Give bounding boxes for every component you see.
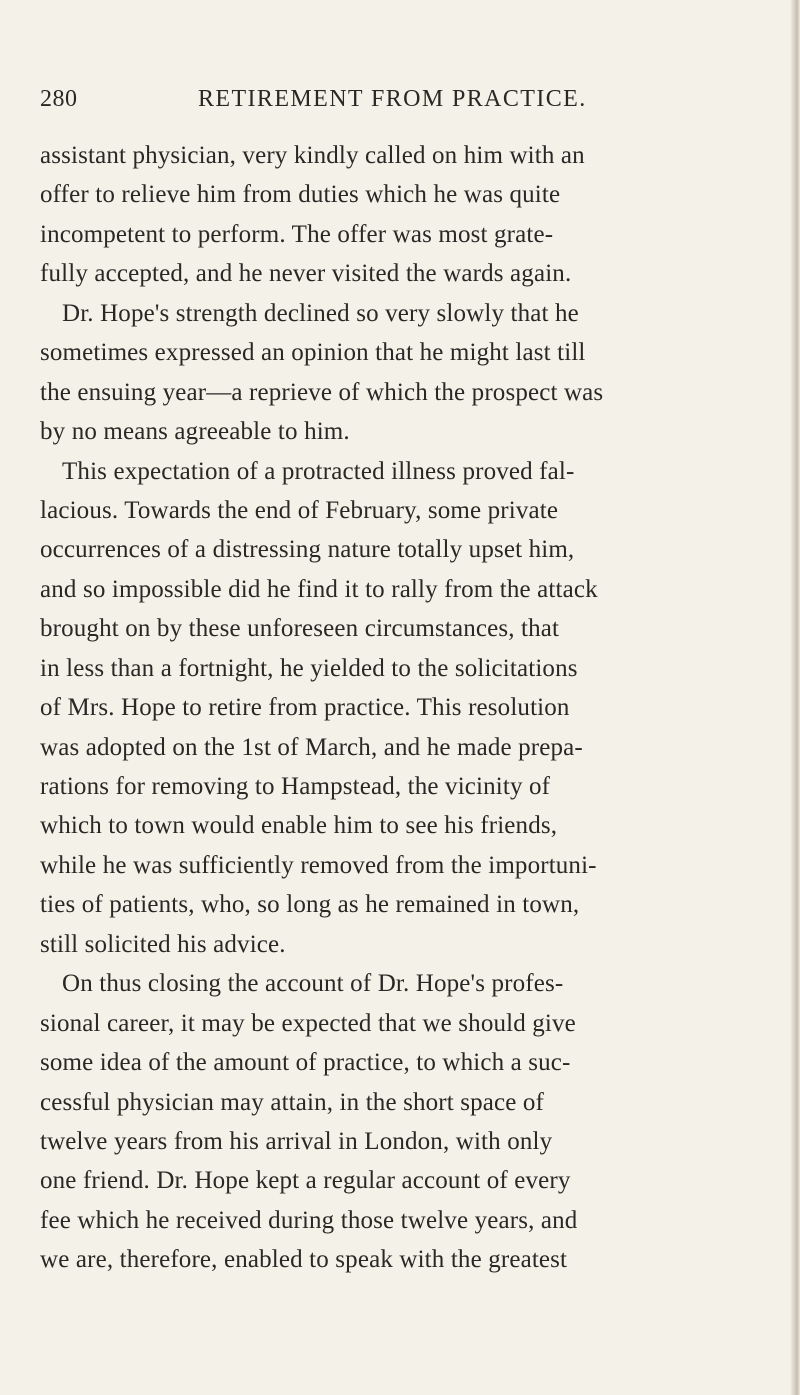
page-edge-shadow <box>790 0 800 1395</box>
body-line: and so impossible did he find it to rally from the attack <box>40 575 598 603</box>
body-line: fee which he received during those twelve years, and <box>40 1206 578 1234</box>
body-line: cessful physician may attain, in the short space of <box>40 1088 545 1116</box>
body-line: offer to relieve him from duties which he was quite <box>40 181 561 209</box>
page-header <box>40 86 760 126</box>
body-line: which to town would enable him to see his friends, <box>40 812 558 840</box>
body-line: sional career, it may be expected that we should give <box>40 1009 576 1037</box>
paragraph-start-line: On thus closing the account of Dr. Hope's profes- <box>62 970 564 998</box>
body-line: ties of patients, who, so long as he remained in town, <box>40 891 580 919</box>
body-line: incompetent to perform. The offer was most grate- <box>40 220 554 248</box>
body-line: still solicited his advice. <box>40 930 286 958</box>
body-line: some idea of the amount of practice, to which a suc- <box>40 1049 571 1077</box>
body-line: twelve years from his arrival in London, with only <box>40 1127 553 1155</box>
body-line: lacious. Towards the end of February, some private <box>40 496 559 524</box>
body-line: rations for removing to Hampstead, the vicinity of <box>40 773 551 800</box>
body-line: by no means agreeable to him. <box>40 418 350 446</box>
body-line: was adopted on the 1st of March, and he made prepa- <box>40 733 583 761</box>
body-line: brought on by these unforeseen circumstances, that <box>40 615 560 643</box>
paragraph-start-line: This expectation of a protracted illness proved fal- <box>62 457 575 485</box>
body-line: the ensuing year—a reprieve of which the prospect was <box>40 378 604 406</box>
body-line: fully accepted, and he never visited the wards again. <box>40 260 572 288</box>
body-line: we are, therefore, enabled to speak with the greatest <box>40 1246 568 1274</box>
body-line: assistant physician, very kindly called on him with an <box>40 142 585 169</box>
running-head: RETIREMENT FROM PRACTICE. <box>198 86 587 112</box>
body-line: of Mrs. Hope to retire from practice. This resolution <box>40 694 570 722</box>
body-line: one friend. Dr. Hope kept a regular account of every <box>40 1167 571 1195</box>
body-line: in less than a fortnight, he yielded to the solicitations <box>40 654 578 682</box>
paragraph-start-line: Dr. Hope's strength declined so very slowly that he <box>62 299 579 327</box>
body-line: sometimes expressed an opinion that he might last till <box>40 339 586 367</box>
body-line: while he was sufficiently removed from the importuni- <box>40 851 597 879</box>
body-line: occurrences of a distressing nature totally upset him, <box>40 536 575 564</box>
page-number: 280 <box>40 86 78 112</box>
body-text <box>40 136 770 1280</box>
